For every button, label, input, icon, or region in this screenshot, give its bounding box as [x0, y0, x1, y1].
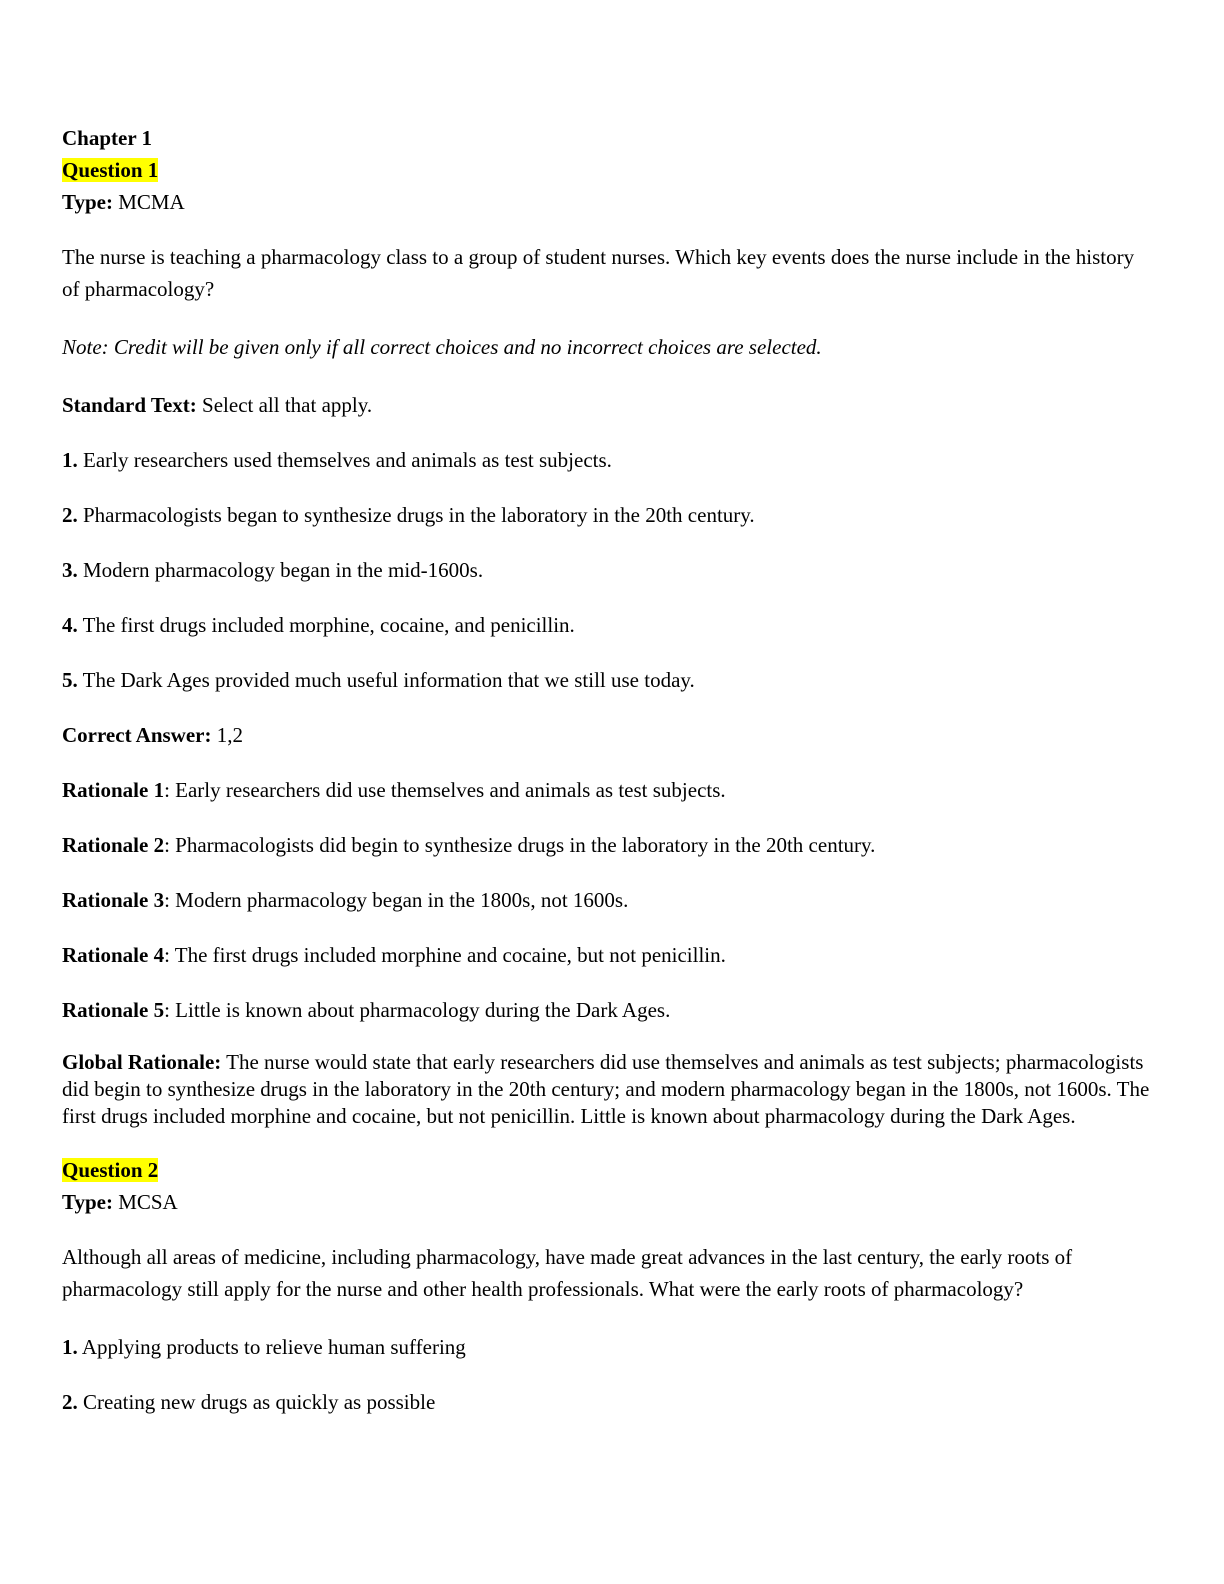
rationale-item [62, 884, 1152, 916]
rationale-item [62, 829, 1152, 861]
option-item [62, 1331, 1152, 1363]
global-rationale-text: The nurse would state that early researchers did use themselves and animals as test subjects; pharmacologists did begin to synthesize drugs in the laboratory in the 20th century; and modern pharmacology began in the 1800s, not 1600s. The first drugs included morphine and cocaine, but not penicillin. Little is known about pharmacology during the Dark Ages. [62, 1050, 1150, 1128]
rationale-text: : The first drugs included morphine and cocaine, but not penicillin. [164, 943, 726, 967]
option-item [62, 444, 1152, 476]
option-number: 1. [62, 448, 78, 472]
question-1-type [62, 186, 1152, 218]
type-label: Type: [62, 1190, 113, 1214]
question-1-note: Note: Credit will be given only if all correct choices and no incorrect choices are selected. [62, 335, 822, 359]
standard-text-label: Standard Text: [62, 393, 197, 417]
option-number: 1. [62, 1335, 78, 1359]
correct-answer-value: 1,2 [211, 723, 243, 747]
type-value: MCSA [112, 1190, 178, 1214]
option-item [62, 1386, 1152, 1418]
option-text: Applying products to relieve human suffering [77, 1335, 466, 1359]
rationale-item [62, 939, 1152, 971]
option-text: Modern pharmacology began in the mid-1600s. [77, 558, 484, 582]
rationale-label: Rationale 4 [62, 943, 165, 967]
option-number: 3. [62, 558, 78, 582]
question-1-stem: The nurse is teaching a pharmacology class to a group of student nurses. Which key events does the nurse include in the history of pharmacology? [62, 245, 1135, 301]
option-item [62, 609, 1152, 641]
rationale-label: Rationale 2 [62, 833, 165, 857]
option-number: 5. [62, 668, 78, 692]
rationale-item [62, 994, 1152, 1026]
question-1-standard-text [62, 389, 1152, 421]
question-1-block [62, 122, 1152, 1130]
document-page [62, 122, 1152, 1418]
correct-answer-label: Correct Answer: [62, 723, 212, 747]
option-number: 4. [62, 613, 78, 637]
question-2-stem: Although all areas of medicine, including pharmacology, have made great advances in the last century, the early roots of pharmacology still apply for the nurse and other health professionals. What were the early roots of pharmacology? [62, 1245, 1073, 1301]
option-item [62, 499, 1152, 531]
correct-answer [62, 719, 1152, 751]
global-rationale [62, 1049, 1152, 1130]
standard-text-value: Select all that apply. [196, 393, 373, 417]
rationale-label: Rationale 3 [62, 888, 165, 912]
rationale-text: : Modern pharmacology began in the 1800s, not 1600s. [164, 888, 629, 912]
option-number: 2. [62, 1390, 78, 1414]
option-text: Early researchers used themselves and animals as test subjects. [77, 448, 612, 472]
chapter-title: Chapter 1 [62, 126, 153, 150]
option-text: Creating new drugs as quickly as possible [77, 1390, 436, 1414]
rationale-label: Rationale 1 [62, 778, 165, 802]
rationale-text: : Little is known about pharmacology during the Dark Ages. [164, 998, 671, 1022]
question-1-heading: Question 1 [62, 158, 159, 182]
option-item [62, 664, 1152, 696]
question-2-type [62, 1186, 1152, 1218]
option-text: Pharmacologists began to synthesize drugs in the laboratory in the 20th century. [77, 503, 755, 527]
rationale-text: : Pharmacologists did begin to synthesize drugs in the laboratory in the 20th century. [164, 833, 876, 857]
global-rationale-label: Global Rationale: [62, 1050, 222, 1074]
rationale-text: : Early researchers did use themselves and animals as test subjects. [164, 778, 726, 802]
option-item [62, 554, 1152, 586]
option-number: 2. [62, 503, 78, 527]
question-2-heading: Question 2 [62, 1158, 159, 1182]
rationale-label: Rationale 5 [62, 998, 165, 1022]
type-label: Type: [62, 190, 113, 214]
rationale-item [62, 774, 1152, 806]
type-value: MCMA [112, 190, 185, 214]
option-text: The first drugs included morphine, cocaine, and penicillin. [77, 613, 575, 637]
option-text: The Dark Ages provided much useful information that we still use today. [77, 668, 695, 692]
question-2-block [62, 1154, 1152, 1418]
